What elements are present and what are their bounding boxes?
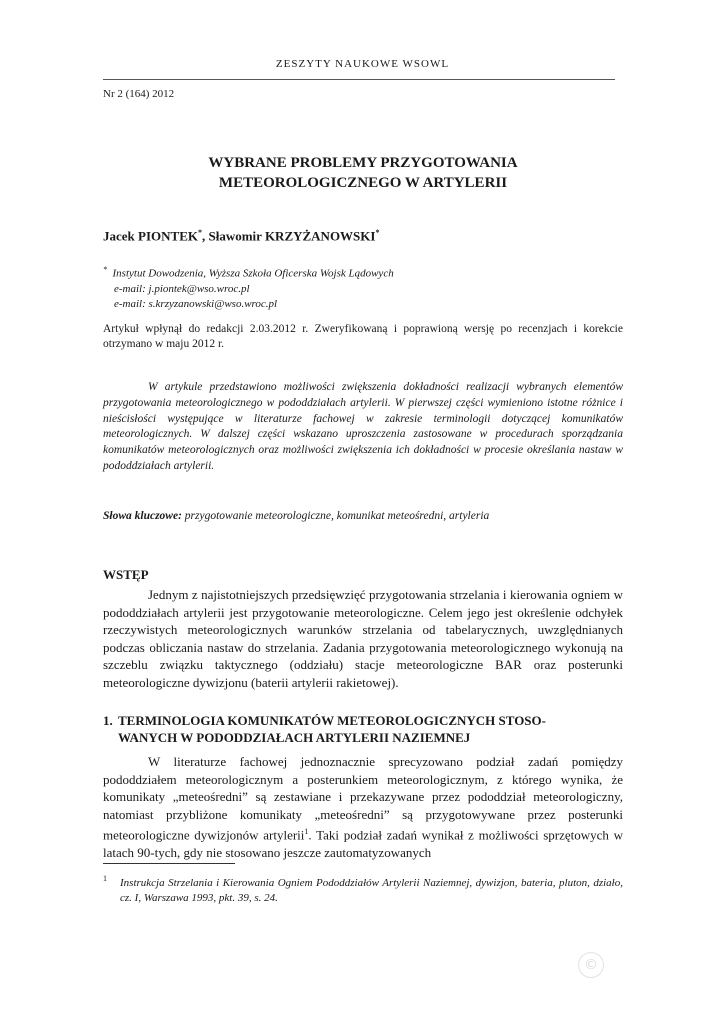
journal-name: ZESZYTY NAUKOWE WSOWL xyxy=(275,58,450,70)
author-separator: , xyxy=(201,228,209,244)
footnote-text: Instrukcja Strzelania i Kierowania Ogniem Pododdziałów Artylerii Naziemnej, dywizjon, bateria, pluton, działo, cz. I, Warszawa 1993, pkt. 39, s. 24. xyxy=(120,877,623,904)
intro-heading: WSTĘP xyxy=(103,567,149,582)
title-line-1: WYBRANE PROBLEMY PRZYGOTOWANIA xyxy=(208,155,518,171)
copyright-icon: © xyxy=(578,952,604,978)
author-2-mark: * xyxy=(375,228,380,237)
footnote-rule xyxy=(103,863,235,864)
author-1-mark: * xyxy=(197,228,202,237)
author-2: Sławomir KRZYŻANOWSKI xyxy=(208,228,376,244)
email-1: e-mail: j.piontek@wso.wroc.pl xyxy=(114,282,250,295)
section-1-text-a: W literaturze fachowej jednoznacznie sprecyzowano podział zadań pomiędzy pododdziałem meteorologicznym a posterunkiem meteorologicznym, z którego wynika, że komunikaty „meteośredni” są zestawiane i przekazywane przez pododdział meteorologiczny, natomiast przybliżone komunikaty „meteośredni” są przygotowywane przez posterunki meteorologiczne dywizjonów artylerii xyxy=(103,754,623,843)
authors xyxy=(103,228,379,244)
email-2: e-mail: s.krzyzanowski@wso.wroc.pl xyxy=(114,297,278,310)
header-rule xyxy=(103,79,615,80)
intro-paragraph: Jednym z najistotniejszych przedsięwzięć przygotowania strzelania i kierowania ogniem w pododdziałach artylerii jest przygotowanie meteorologiczne. Celem jego jest określenie odchyłek rzeczywistych meteorologicznych warunków strzelania od tabelarycznych, uwzględnianych podczas obliczania nastaw do strzelania. Zadania przygotowania meteorologicznego wykonują na szczeblu związku taktycznego (oddziału) stacje meteorologiczne BAR oraz posterunki meteorologiczne dywizjonu (baterii artylerii rakietowej). xyxy=(103,587,623,690)
author-1: Jacek PIONTEK xyxy=(103,228,198,244)
issue-number: Nr 2 (164) 2012 xyxy=(103,88,175,100)
received-note: Artykuł wpłynął do redakcji 2.03.2012 r. Zweryfikowaną i poprawioną wersję po recenzjach i korekcie otrzymano w maju 2012 r. xyxy=(103,323,623,350)
section-1-text-b: . Taki podział zadań wynikał z możliwości sprzętowych w latach 90-tych, gdy nie stosowano jeszcze zautomatyzowanych xyxy=(103,827,623,860)
keywords-list: przygotowanie meteorologiczne, komunikat meteośredni, artyleria xyxy=(181,510,490,522)
title-line-2: METEOROLOGICZNEGO W ARTYLERII xyxy=(218,175,508,191)
affiliation-mark: * xyxy=(103,265,107,274)
section-1-heading xyxy=(103,712,623,746)
section-1-paragraph xyxy=(103,753,623,861)
affiliation-block xyxy=(103,262,394,312)
section-1-heading-line-1: TERMINOLOGIA KOMUNIKATÓW METEOROLOGICZNYCH STOSO- xyxy=(118,713,546,728)
footnote-ref[interactable]: 1 xyxy=(304,827,309,836)
section-1-heading-line-2: WANYCH W PODODDZIAŁACH ARTYLERII NAZIEMNEJ xyxy=(118,730,471,745)
footnote-number: 1 xyxy=(103,874,107,883)
keywords xyxy=(103,510,623,522)
article-title xyxy=(103,153,623,193)
abstract: W artykule przedstawiono możliwości zwiększenia dokładności realizacji wybranych elementów przygotowania meteorologicznego w pododdziałach artylerii. W pierwszej części wymieniono istotne różnice i nieścisłości występujące w literaturze fachowej w zakresie terminologii dotyczącej komunikatów meteorologicznych. W dalszej części wskazano uproszczenia zastosowane w procedurach sporządzania komunikatów meteorologicznych oraz możliwości zwiększenia ich dokładności w procesie określania nastaw w pododdziałach artylerii. xyxy=(103,381,623,472)
section-1-number: 1. xyxy=(103,713,113,728)
keywords-label: Słowa kluczowe: xyxy=(103,510,182,522)
affiliation: Instytut Dowodzenia, Wyższa Szkoła Oficerska Wojsk Lądowych xyxy=(112,267,394,280)
